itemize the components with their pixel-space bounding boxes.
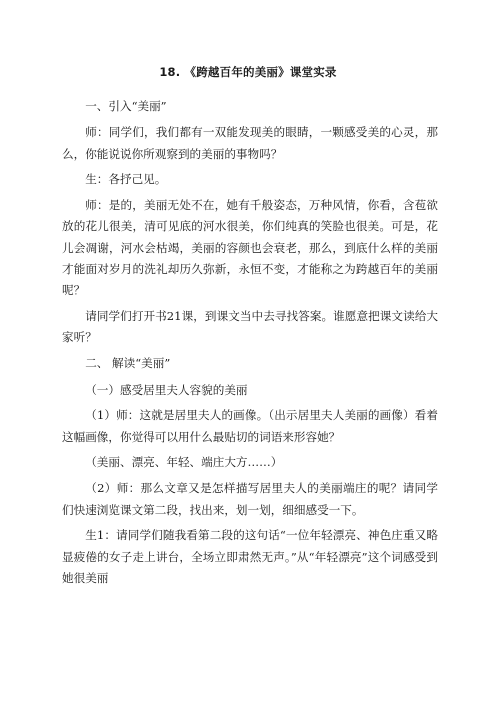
document-body: [62, 96, 438, 594]
paragraph: （1）师：这就是居里夫人的画像。（出示居里夫人美丽的画像）看着这幅画像，你觉得可以用什么最贴切的词语来形容她？: [62, 408, 438, 444]
subsection-heading: （一）感受居里夫人容貌的美丽: [85, 382, 248, 397]
document-title: 18. 《跨越百年的美丽》课堂实录: [159, 65, 337, 79]
paragraph: 师：是的，美丽无处不在，她有千般姿态，万种风情，你看，含苞欲放的花儿很美，清可见底的河水很美，你们纯真的笑脸也很美。可是，花儿会凋谢，河水会枯竭，美丽的容颜也会衰老，那么，到底什么样的美丽才能面对岁月的洗礼却历久弥新，永恒不变，才能称之为跨越百年的美丽呢？: [62, 198, 438, 298]
paragraph: 生：各抒己见。: [85, 172, 167, 187]
paragraph: （美丽、漂亮、年轻、端庄大方……）: [85, 455, 283, 470]
paragraph: 生1：请同学们随我看第二段的这句话“一位年轻漂亮、神色庄重又略显疲倦的女子走上讲台，全场立即肃然无声。”从“年轻漂亮”这个词感受到她很美丽: [62, 528, 438, 585]
paragraph: 师：同学们，我们都有一双能发现美的眼睛，一颗感受美的心灵，那么，你能说说你所观察到的美丽的事物吗？: [62, 125, 438, 161]
section-heading-intro: 一、引入“美丽”: [85, 99, 167, 113]
paragraph: （2）师：那么文章又是怎样描写居里夫人的美丽端庄的呢？请同学们快速浏览课文第二段，找出来，划一划，细细感受一下。: [62, 481, 438, 517]
section-heading-interpret: 二、 解读“美丽”: [85, 356, 171, 371]
paragraph: 请同学们打开书21课，到课文当中去寻找答案。谁愿意把课文读给大家听？: [62, 309, 438, 345]
